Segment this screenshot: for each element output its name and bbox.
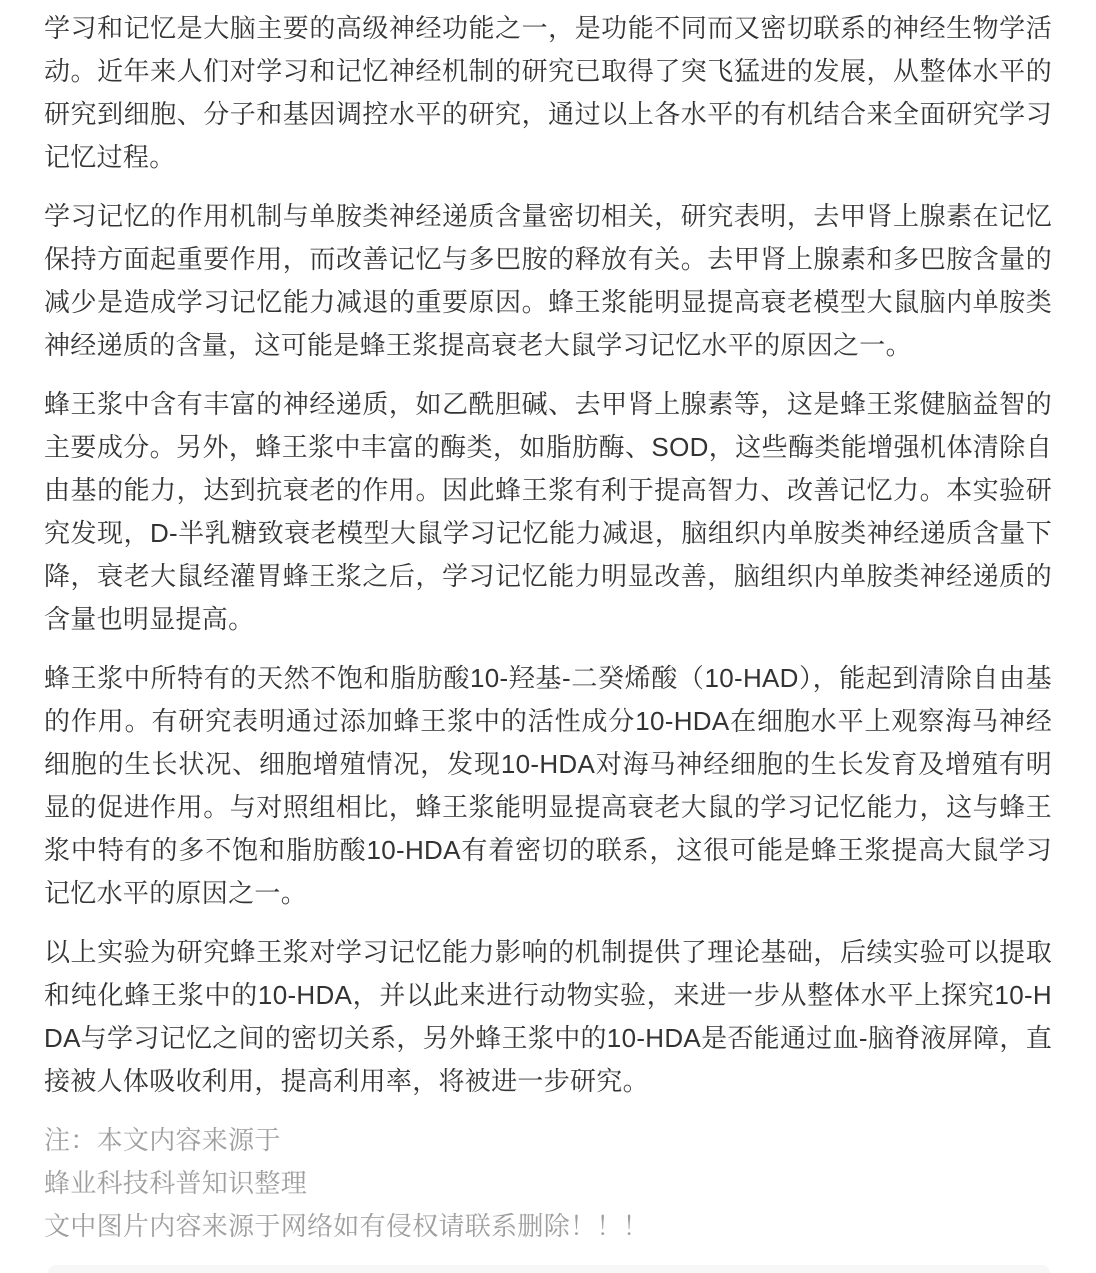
source-note-line-2: 蜂业科技科普知识整理 (44, 1168, 308, 1198)
source-note (44, 1119, 1052, 1248)
article-paragraph-2: 学习记忆的作用机制与单胺类神经递质含量密切相关，研究表明，去甲肾上腺素在记忆保持方面起重要作用，而改善记忆与多巴胺的释放有关。去甲肾上腺素和多巴胺含量的减少是造成学习记忆能力减退的重要原因。蜂王浆能明显提高衰老模型大鼠脑内单胺类神经递质的含量，这可能是蜂王浆提高衰老大鼠学习记忆水平的原因之一。 (44, 201, 1052, 360)
article-paragraph-4: 蜂王浆中所特有的天然不饱和脂肪酸10-羟基-二癸烯酸（10-HAD），能起到清除自由基的作用。有研究表明通过添加蜂王浆中的活性成分10-HDA在细胞水平上观察海马神经细胞的生长状况、细胞增殖情况，发现10-HDA对海马神经细胞的生长发育及增殖有明显的促进作用。与对照组相比，蜂王浆能明显提高衰老大鼠的学习记忆能力，这与蜂王浆中特有的多不饱和脂肪酸10-HDA有着密切的联系，这很可能是蜂王浆提高大鼠学习记忆水平的原因之一。 (44, 663, 1052, 908)
next-card-top-edge-divider (48, 1265, 1050, 1273)
article-paragraph-3: 蜂王浆中含有丰富的神经递质，如乙酰胆碱、去甲肾上腺素等，这是蜂王浆健脑益智的主要成分。另外，蜂王浆中丰富的酶类，如脂肪酶、SOD，这些酶类能增强机体清除自由基的能力，达到抗衰老的作用。因此蜂王浆有利于提高智力、改善记忆力。本实验研究发现，D-半乳糖致衰老模型大鼠学习记忆能力减退，脑组织内单胺类神经递质含量下降，衰老大鼠经灌胃蜂王浆之后，学习记忆能力明显改善，脑组织内单胺类神经递质的含量也明显提高。 (44, 389, 1052, 634)
source-note-line-3: 文中图片内容来源于网络如有侵权请联系删除！！！ (44, 1211, 649, 1241)
article-paragraph-1: 学习和记忆是大脑主要的高级神经功能之一，是功能不同而又密切联系的神经生物学活动。近年来人们对学习和记忆神经机制的研究已取得了突飞猛进的发展，从整体水平的研究到细胞、分子和基因调控水平的研究，通过以上各水平的有机结合来全面研究学习记忆过程。 (44, 13, 1052, 172)
source-note-line-1: 注：本文内容来源于 (44, 1125, 281, 1155)
article-paragraph-5: 以上实验为研究蜂王浆对学习记忆能力影响的机制提供了理论基础，后续实验可以提取和纯化蜂王浆中的10-HDA，并以此来进行动物实验，来进一步从整体水平上探究10-HDA与学习记忆之间的密切关系，另外蜂王浆中的10-HDA是否能通过血-脑脊液屏障，直接被人体吸收利用，提高利用率，将被进一步研究。 (44, 937, 1052, 1096)
